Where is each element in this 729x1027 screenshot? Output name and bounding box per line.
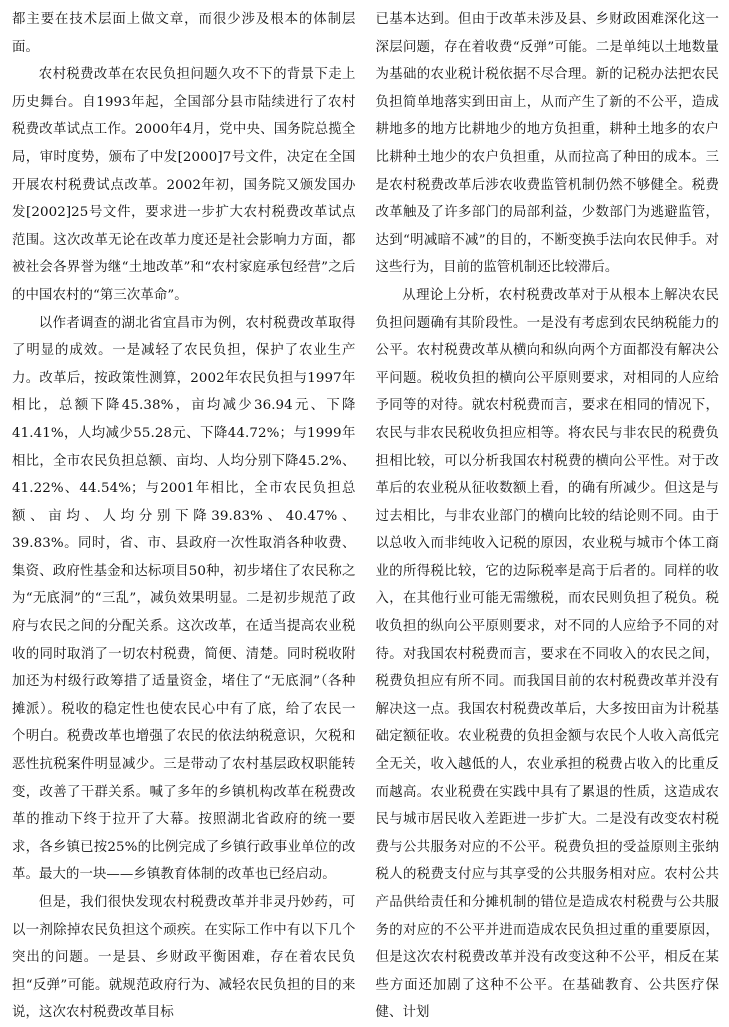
paragraph: 农村税费改革在农民负担问题久攻不下的背景下走上历史舞台。自1993年起，全国部分县市陆续进行了农村税费改革试点工作。2000年4月，党中央、国务院总揽全局，审时度势，颁布了中发[2000]7号文件，决定在全国开展农村税费试点改革。2002年初，国务院又颁发国办发[2002]25号文件，要求进一步扩大农村税费改革试点范围。这次改革无论在改革力度还是社会影响力方面，都被社会各界誉为继“土地改革”和“农村家庭承包经营”之后的中国农村的“第三次革命”。 <box>12 67 356 303</box>
paragraph: 已基本达到。但由于改革未涉及县、乡财政困难深化这一深层问题，存在着收费“反弹”可能。二是单纯以土地数量为基础的农业税计税依据不尽合理。新的记税办法把农民负担简单地落实到田亩上，从而产生了新的不公平，造成耕地多的地方比耕地少的地方负担重，耕种土地多的农户比耕种土地少的农户负担重，从而拉高了种田的成本。三是农村税费改革后涉农收费监管机制仍然不够健全。税费改革触及了许多部门的局部利益，少数部门为逃避监管，达到“明减暗不减”的目的，不断变换手法向农民伸手。对这些行为，目前的监管机制还比较滞后。 <box>375 12 719 276</box>
paragraph: 从理论上分析，农村税费改革对于从根本上解决农民负担问题确有其阶段性。一是没有考虑到农民纳税能力的公平。农村税费改革从横向和纵向两个方面都没有解决公平问题。税收负担的横向公平原则要求，对相同的人应给予同等的对待。就农村税费而言，要求在相同的情况下，农民与非农民税收负担应相等。将农民与非农民的税费负担相比较，可以分析我国农村税费的横向公平性。对于改革后的农业税从征收数额上看，的确有所减少。但这是与过去相比，与非农业部门的横向比较的结论则不同。由于以总收入而非纯收入记税的原因，农业税与城市个体工商业的所得税比较，它的边际税率是高于后者的。同样的收入，在其他行业可能无需缴税，而农民则负担了税负。税收负担的纵向公平原则要求，对不同的人应给予不同的对待。对我国农村税费而言，要求在不同收入的农民之间，税费负担应有所不同。而我国目前的农村税费改革并没有解决这一点。我国农村税费改革后，大多按田亩为计税基础定额征收。农业税费的负担金额与农民个人收入高低完全无关，收入越低的人，农业承担的税费占收入的比重反而越高。农业税费在实践中具有了累退的性质，这造成农民与城市居民收入差距进一步扩大。二是没有改变农村税费与公共服务对应的不公平。税费负担的受益原则主张纳税人的税费支付应与其享受的公共服务相对应。农村公共产品供给责任和分摊机制的错位是造成农村税费与公共服务的对应的不公平并进而造成农民负担过重的重要原因，但是这次农村税费改革并没有改变这种不公平，相反在某些方面还加剧了这种不公平。在基础教育、公共医疗保健、计划 <box>375 287 719 1021</box>
paragraph: 都主要在技术层面上做文章，而很少涉及根本的体制层面。 <box>12 12 356 55</box>
paragraph: 以作者调查的湖北省宜昌市为例，农村税费改革取得了明显的成效。一是减轻了农民负担，保护了农业生产力。改革后，按政策性测算，2002年农民负担与1997年相比，总额下降45.38%，亩均减少36.94元、下降41.41%，人均减少55.28元、下降44.72%；与1999年相比，全市农民负担总额、亩均、人均分别下降45.2%、41.22%、44.54%；与2001年相比，全市农民负担总额、亩均、人均分别下降39.83%、40.47%、39.83%。同时，省、市、县政府一次性取消各种收费、集资、政府性基金和达标项目50种，初步堵住了农民称之为“无底洞”的“三乱”，减负效果明显。二是初步规范了政府与农民之间的分配关系。这次改革，在适当提高农业税收的同时取消了一切农村税费，简便、清楚。同时税收附加还为村级行政筹措了适量资金，堵住了“无底洞”（各种摊派）。税收的稳定性也使农民心中有了底，给了农民一个明白。税费改革也增强了农民的依法纳税意识，欠税和恶性抗税案件明显减少。三是带动了农村基层政权职能转变，改善了干群关系。喊了多年的乡镇机构改革在税费改革的推动下终于拉开了大幕。按照湖北省政府的统一要求，各乡镇已按25%的比例完成了乡镇行政事业单位的改革。最大的一块——乡镇教育体制的改革也已经启动。 <box>12 315 356 883</box>
left-column <box>8 6 356 1021</box>
paragraph: 但是，我们很快发现农村税费改革并非灵丹妙药，可以一剂除掉农民负担这个顽疾。在实际工作中有以下几个突出的问题。一是县、乡财政平衡困难，存在着农民负担“反弹”可能。就规范政府行为、减轻农民负担的目的来说，这次农村税费改革目标 <box>12 895 356 1021</box>
right-column <box>374 6 720 1021</box>
